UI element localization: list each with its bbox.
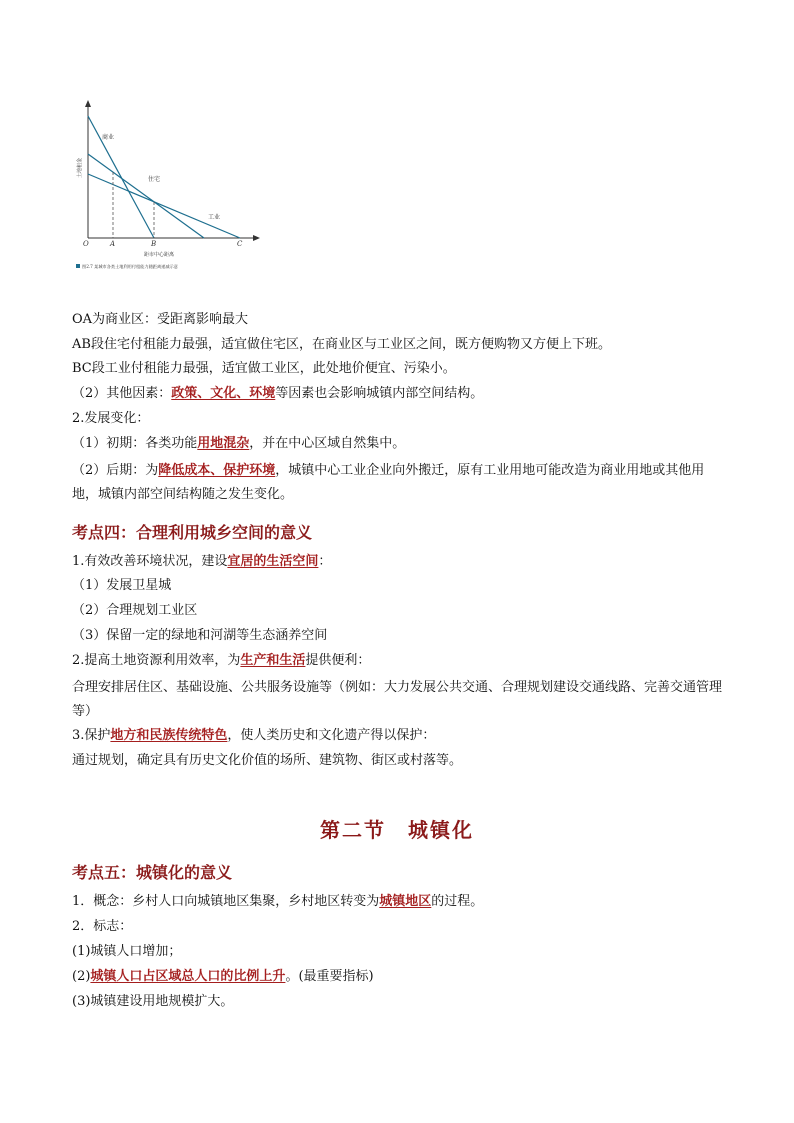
other-post: 等因素也会影响城镇内部空间结构。	[275, 386, 484, 401]
housing-label: 住宅	[148, 176, 161, 183]
text-dev-title: 2.发展变化：	[72, 411, 150, 426]
late-post: ，城镇中心工业企业向外搬迁，原有工业用地可能改造为商业用地或其他用地，城镇内部空间结构随之发生变化。	[72, 463, 705, 502]
sec4-p1-a: （1）发展卫星城	[72, 578, 172, 593]
housing-line	[88, 154, 204, 238]
p1-post: ：	[318, 554, 332, 569]
sec5-sign-3: (3)城镇建设用地规模扩大。	[72, 994, 234, 1009]
p2-post: 提供便利：	[305, 653, 371, 668]
c1-red: 城镇地区	[379, 894, 432, 909]
a-label: A	[110, 240, 116, 248]
early-red: 用地混杂	[197, 436, 250, 451]
p3-pre: 3.保护	[72, 728, 111, 743]
sec4-p3	[72, 726, 435, 746]
x-axis-arrow	[253, 235, 260, 241]
sec5-concept	[72, 892, 483, 912]
sec4-p2	[72, 651, 370, 671]
c1-pre: 1．概念：乡村人口向城镇地区集聚，乡村地区转变为	[72, 894, 380, 909]
commerce-label: 商业	[102, 134, 115, 141]
late-pre: （2）后期：为	[72, 463, 159, 478]
y-axis-arrow	[85, 100, 91, 107]
industry-line	[88, 174, 240, 238]
heading-kaodian-4: 考点四：合理利用城乡空间的意义	[72, 523, 313, 542]
c1-post: 的过程。	[431, 894, 484, 909]
s2-red: 城镇人口占区域总人口的比例上升	[90, 969, 286, 984]
o-label: O	[83, 240, 89, 248]
p3-red: 地方和民族传统特色	[110, 728, 228, 743]
x-axis-label: 距市中心距离	[144, 252, 175, 258]
text-ab: AB段住宅付租能力最强，适宜做住宅区，在商业区与工业区之间，既方便购物又方便上下班。	[72, 337, 611, 352]
bid-rent-diagram	[72, 98, 272, 278]
text-early	[72, 434, 405, 454]
heading-kaodian-5: 考点五：城镇化的意义	[72, 863, 233, 882]
sec4-p1-c: （3）保留一定的绿地和河湖等生态涵养空间	[72, 628, 328, 643]
other-red: 政策、文化、环境	[171, 386, 276, 401]
b-label: B	[151, 240, 157, 248]
early-pre: （1）初期：各类功能	[72, 436, 198, 451]
sec4-p3-text: 通过规划，确定具有历史文化价值的场所、建筑物、街区或村落等。	[72, 753, 463, 768]
text-late	[72, 459, 724, 507]
p2-pre: 2.提高土地资源利用效率，为	[72, 653, 241, 668]
section-title: 第二节 城镇化	[320, 818, 474, 842]
sec5-sign-1: (1)城镇人口增加；	[72, 944, 182, 959]
s2-post: 。(最重要指标)	[285, 969, 374, 984]
late-red: 降低成本、保护环境	[158, 463, 276, 478]
bid-rent-figure	[72, 98, 272, 278]
other-pre: （2）其他因素：	[72, 386, 172, 401]
caption-marker	[76, 264, 80, 268]
sec4-p2-text: 合理安排居住区、基础设施、公共服务设施等（例如：大力发展公共交通、合理规划建设交通线路、完善交通管理等）	[72, 680, 723, 719]
commerce-line	[88, 116, 154, 238]
p1-red: 宜居的生活空间	[227, 554, 319, 569]
sec4-p1	[72, 552, 331, 572]
y-axis-label: 土地租金	[77, 157, 83, 178]
s2-pre: (2)	[72, 969, 91, 984]
figure-caption: 图2.7 某城市各类土地利用付租能力随距离递减示意	[82, 264, 178, 269]
sec4-p1-b: （2）合理规划工业区	[72, 603, 198, 618]
p1-pre: 1.有效改善环境状况，建设	[72, 554, 228, 569]
text-bc: BC段工业付租能力最强，适宜做工业区，此处地价便宜、污染小。	[72, 361, 456, 376]
early-post: ，并在中心区域自然集中。	[249, 436, 406, 451]
sec5-sign-2	[72, 967, 374, 987]
p3-post: ，使人类历史和文化遗产得以保护：	[227, 728, 436, 743]
p2-red: 生产和生活	[240, 653, 306, 668]
text-other-factors	[72, 384, 483, 404]
c-label: C	[237, 240, 243, 248]
industry-label: 工业	[208, 214, 221, 221]
sec5-sign-title: 2．标志：	[72, 919, 133, 934]
text-oa: OA为商业区：受距离影响最大	[72, 312, 249, 327]
